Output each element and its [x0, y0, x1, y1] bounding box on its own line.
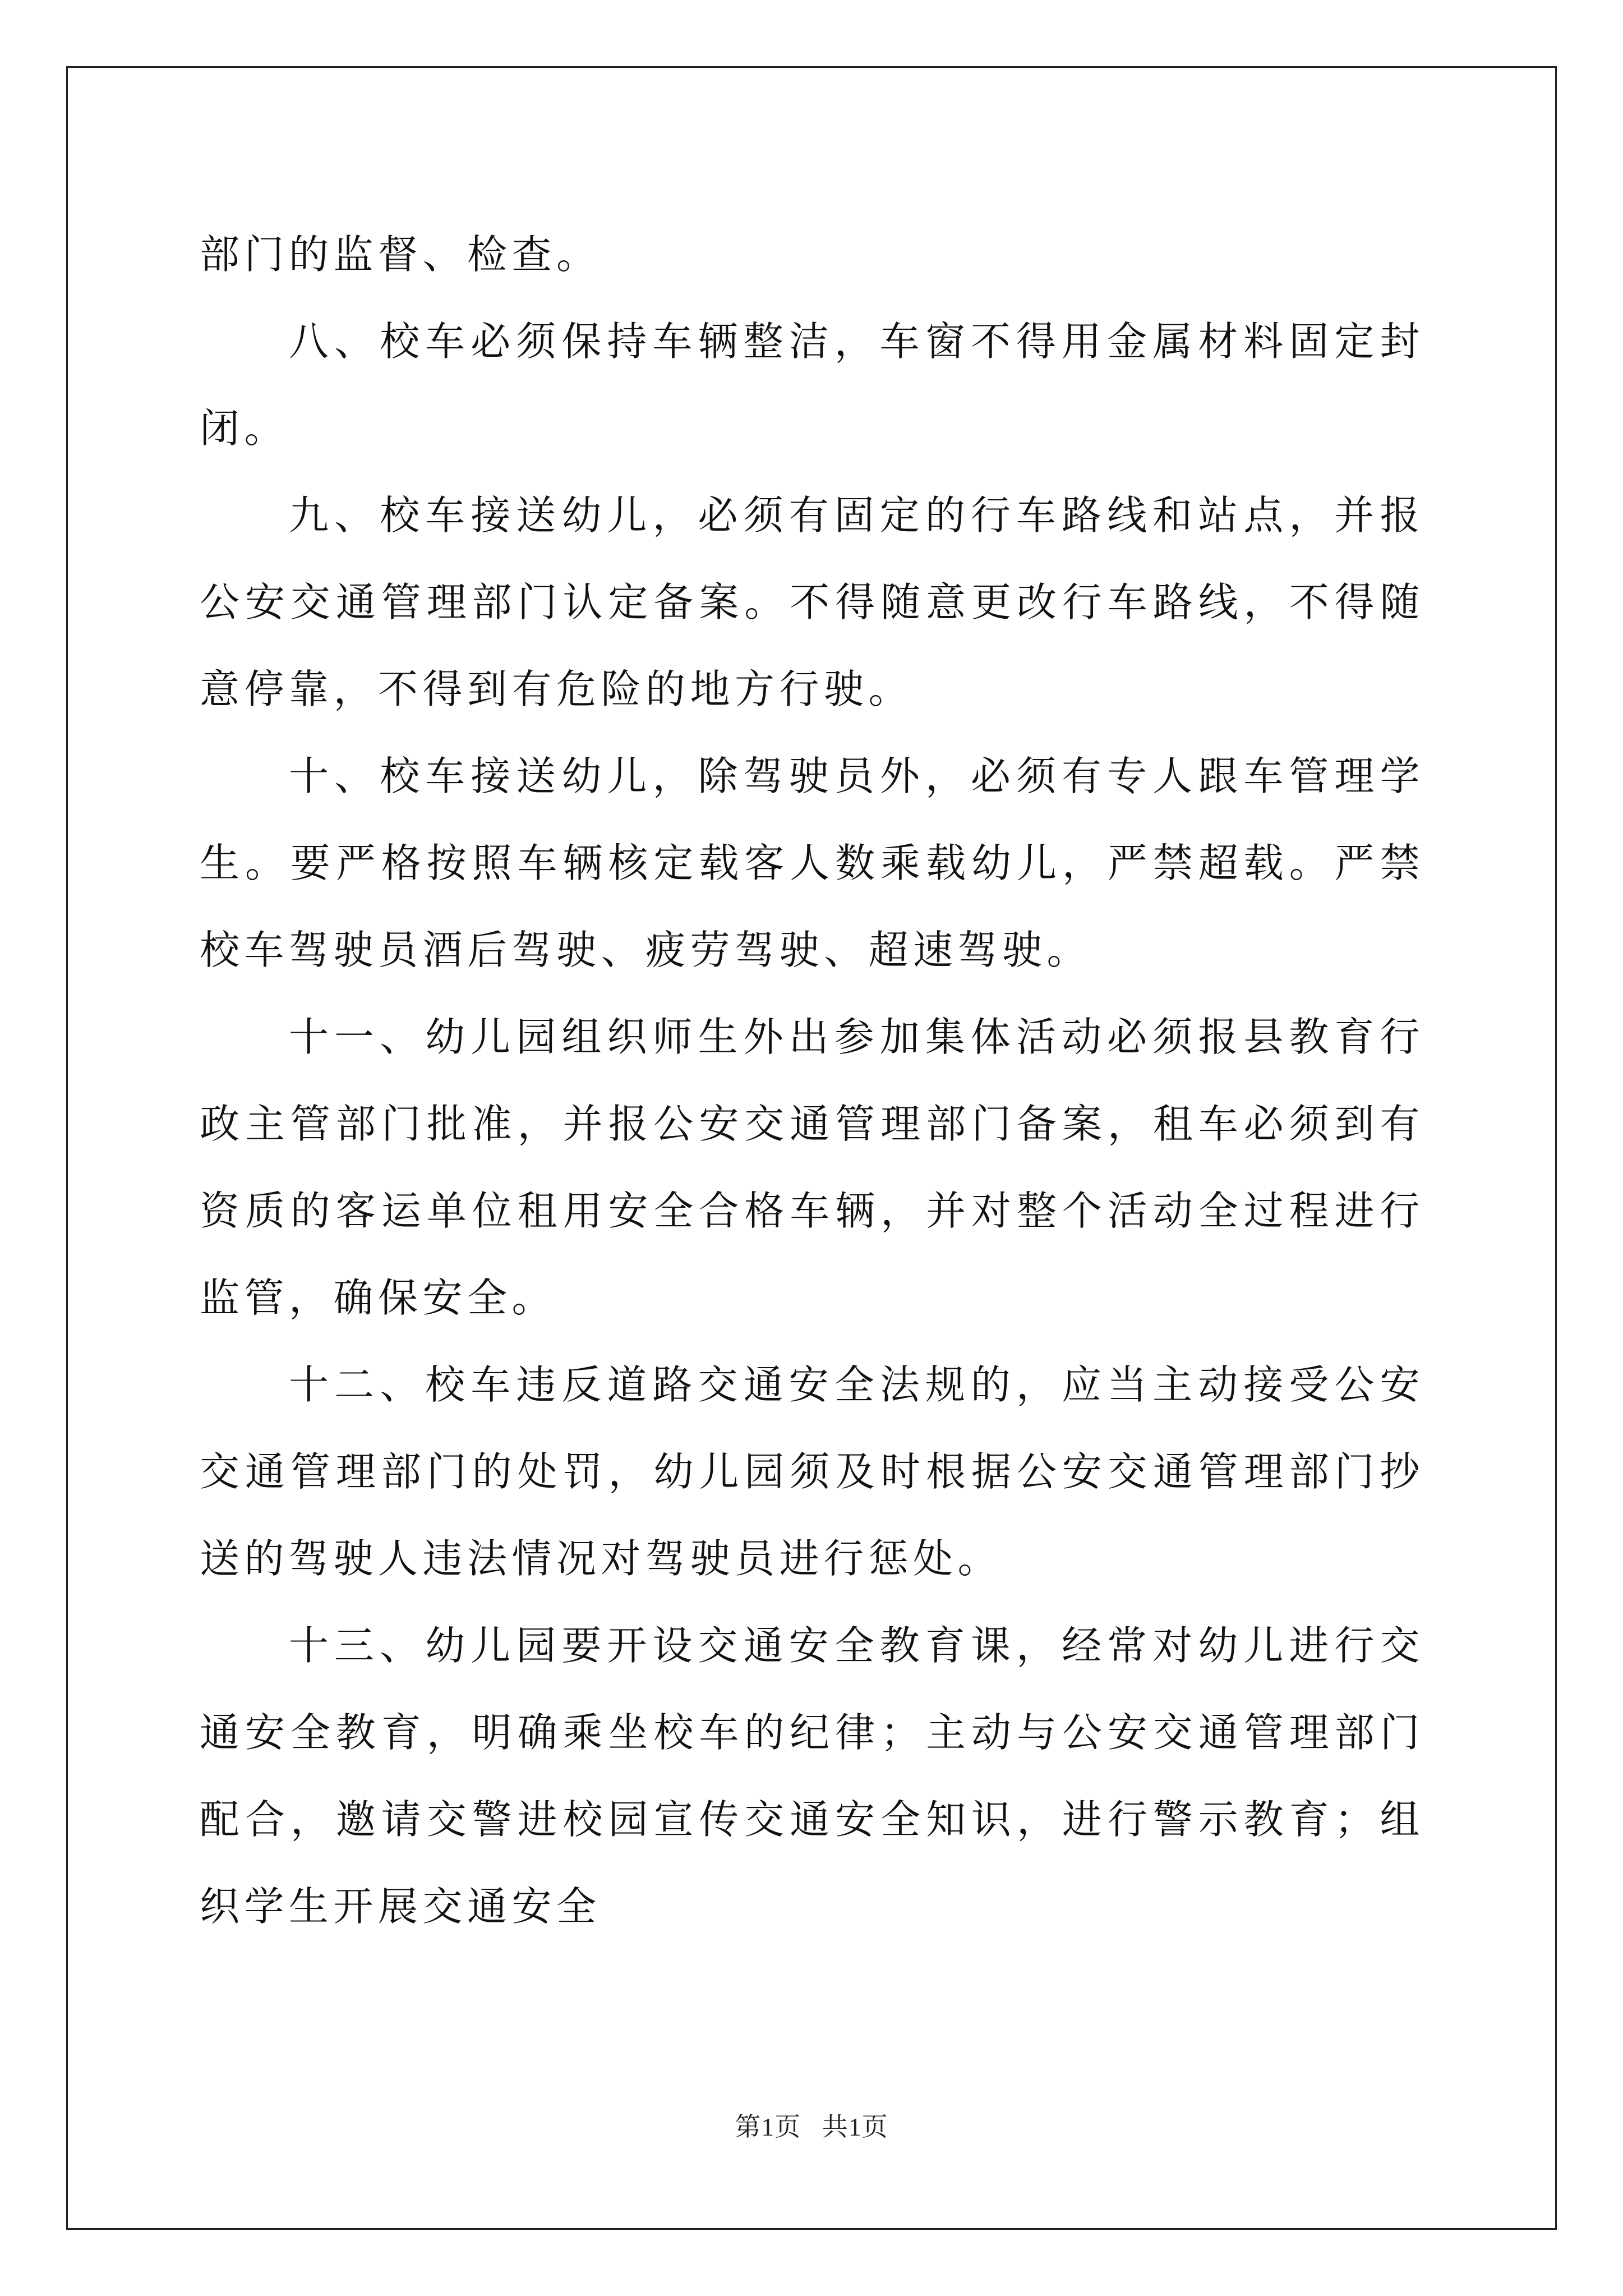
footer-spacer — [801, 2113, 822, 2141]
paragraph-7: 十三、幼儿园要开设交通安全教育课，经常对幼儿进行交通安全教育，明确乘坐校车的纪律；主动与公安交通管理部门配合，邀请交警进校园宣传交通安全知识，进行警示教育；组织学生开展交通安全 — [200, 1622, 1424, 1930]
paragraph-3: 九、校车接送幼儿，必须有固定的行车路线和站点，并报公安交通管理部门认定备案。不得随意更改行车路线，不得随意停靠，不得到有危险的地方行驶。 — [200, 492, 1424, 712]
paragraph-5: 十一、幼儿园组织师生外出参加集体活动必须报县教育行政主管部门批准，并报公安交通管理部门备案，租车必须到有资质的客运单位租用安全合格车辆，并对整个活动全过程进行监管，确保安全。 — [200, 1014, 1424, 1321]
paragraph-4: 十、校车接送幼儿，除驾驶员外，必须有专人跟车管理学生。要严格按照车辆核定载客人数乘载幼儿，严禁超载。严禁校车驾驶员酒后驾驶、疲劳驾驶、超速驾驶。 — [200, 753, 1424, 973]
paragraph-1: 部门的监督、检查。 — [200, 231, 601, 278]
paragraph-2: 八、校车必须保持车辆整洁，车窗不得用金属材料固定封闭。 — [200, 318, 1424, 452]
document-body — [200, 211, 1424, 1950]
page-footer — [0, 2106, 1623, 2143]
paragraph-6: 十二、校车违反道路交通安全法规的，应当主动接受公安交通管理部门的处罚，幼儿园须及时根据公安交通管理部门抄送的驾驶人违法情况对驾驶员进行惩处。 — [200, 1361, 1424, 1582]
page-total: 共1页 — [822, 2113, 888, 2141]
page-number: 第1页 — [735, 2113, 801, 2141]
